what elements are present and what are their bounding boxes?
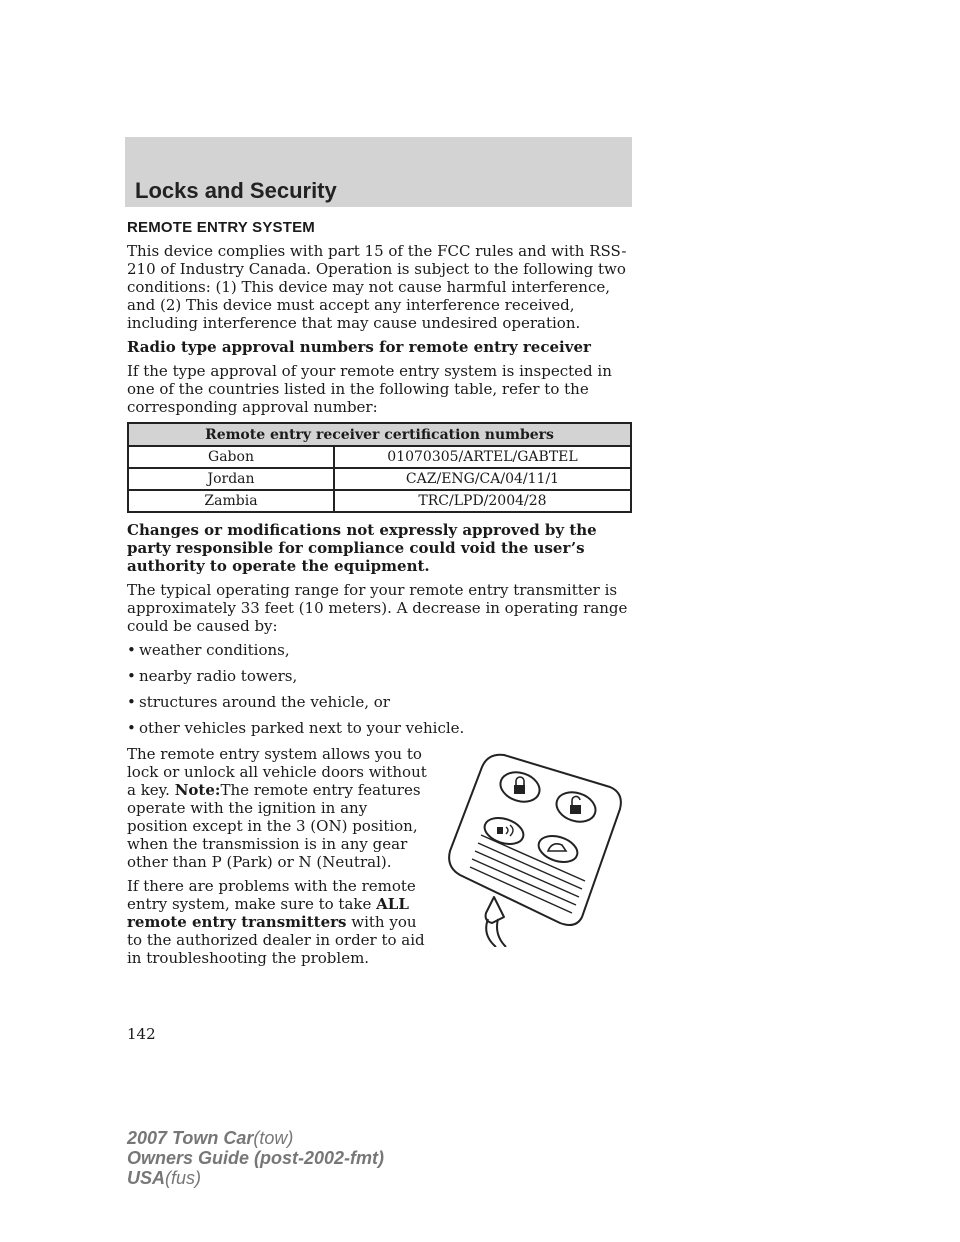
transmitters-emphasis: ALL remote entry transmitters — [127, 895, 409, 931]
remote-entry-paragraph: The remote entry system allows you to lock or unlock all vehicle doors without a key. Note:The remote entry features operate with the ignition in any position except in the 3 (ON) position, when the transmission is in any gear other than P (Park) or N (Neutral). — [127, 745, 427, 871]
table-header: Remote entry receiver certification numbers — [128, 423, 631, 446]
warning-paragraph: Changes or modifications not expressly approved by the party responsible for compliance could void the user’s authority to operate the equipment. — [127, 521, 597, 575]
list-item: • nearby radio towers, — [127, 667, 298, 685]
section-header-band — [125, 137, 632, 207]
list-item: • weather conditions, — [127, 641, 290, 659]
country-cell: Jordan — [128, 468, 334, 490]
note-label: Note: — [174, 781, 221, 799]
bullet-icon: • — [127, 641, 136, 659]
number-cell: CAZ/ENG/CA/04/11/1 — [334, 468, 631, 490]
document-footer: 2007 Town Car(tow) Owners Guide (post-2002-fmt) USA(fus) — [127, 1128, 385, 1188]
table-row — [128, 468, 631, 490]
key-fob-illustration — [442, 747, 632, 947]
problems-paragraph: If there are problems with the remote entry system, make sure to take ALL remote entry transmitters with you to the authorized dealer in order to aid in troubleshooting the problem. — [127, 877, 425, 967]
country-cell: Gabon — [128, 446, 334, 468]
country-cell: Zambia — [128, 490, 334, 512]
number-cell: 01070305/ARTEL/GABTEL — [334, 446, 631, 468]
radio-approval-text: If the type approval of your remote entry system is inspected in one of the countries listed in the following table, refer to the corresponding approval number: — [127, 362, 612, 416]
table-row — [128, 446, 631, 468]
table-row — [128, 490, 631, 512]
bullet-icon: • — [127, 719, 136, 737]
radio-approval-heading: Radio type approval numbers for remote entry receiver — [127, 338, 591, 356]
bullet-icon: • — [127, 693, 136, 711]
list-item: • other vehicles parked next to your vehicle. — [127, 719, 465, 737]
page-number: 142 — [127, 1025, 156, 1043]
bullet-icon: • — [127, 667, 136, 685]
list-item: • structures around the vehicle, or — [127, 693, 390, 711]
number-cell: TRC/LPD/2004/28 — [334, 490, 631, 512]
range-factors-list — [127, 641, 632, 737]
fcc-paragraph: This device complies with part 15 of the FCC rules and with RSS-210 of Industry Canada. Operation is subject to the following two conditions: (1) This device may not cause harmful interference, and (2) This device must accept any interference received, including interference that may cause undesired operation. — [127, 242, 627, 332]
certification-table — [127, 422, 632, 513]
section-heading: REMOTE ENTRY SYSTEM — [127, 219, 315, 236]
section-title: Locks and Security — [135, 178, 337, 203]
range-paragraph: The typical operating range for your remote entry transmitter is approximately 33 feet (10 meters). A decrease in operating range could be caused by: — [127, 581, 628, 635]
page-content — [127, 219, 632, 973]
